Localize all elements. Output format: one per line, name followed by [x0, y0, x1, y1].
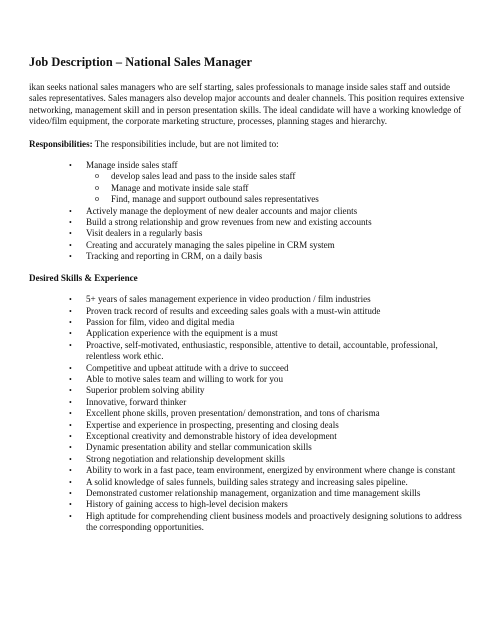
document-title: Job Description – National Sales Manager	[29, 55, 252, 69]
skill-item: • Able to motive sales team and willing to work for you	[29, 374, 469, 385]
responsibility-item: • Build a strong relationship and grow revenues from new and existing accounts	[29, 217, 469, 228]
skill-item: • Innovative, forward thinker	[29, 397, 469, 408]
skill-item: • Application experience with the equipment is a must	[29, 328, 469, 339]
responsibility-item: • Tracking and reporting in CRM, on a daily basis	[29, 251, 469, 262]
responsibilities-intro	[29, 139, 469, 150]
skill-item: • Demonstrated customer relationship management, organization and time management skills	[29, 488, 469, 499]
skill-item: • Proactive, self-motivated, enthusiastic, responsible, attentive to detail, accountable, professional, relentless work ethic.	[29, 340, 469, 363]
skill-item: • Strong negotiation and relationship development skills	[29, 454, 469, 465]
skill-item: • Excellent phone skills, proven presentation/ demonstration, and tons of charisma	[29, 408, 469, 419]
responsibility-sublist	[86, 171, 469, 205]
responsibility-item: • Creating and accurately managing the sales pipeline in CRM system	[29, 240, 469, 251]
skill-item: • Proven track record of results and exceeding sales goals with a must-win attitude	[29, 306, 469, 317]
skill-item: • Superior problem solving ability	[29, 385, 469, 396]
responsibility-subitem: o Find, manage and support outbound sales representatives	[111, 194, 469, 205]
skill-item: • Expertise and experience in prospecting, presenting and closing deals	[29, 420, 469, 431]
skill-item: • Competitive and upbeat attitude with a drive to succeed	[29, 363, 469, 374]
responsibilities-label: Responsibilities:	[29, 138, 93, 149]
skill-item: • Exceptional creativity and demonstrable history of idea development	[29, 431, 469, 442]
skills-list	[29, 294, 469, 534]
responsibilities-list	[29, 160, 469, 263]
responsibility-item: • Visit dealers in a regularly basis	[29, 228, 469, 239]
skill-item: • Dynamic presentation ability and stellar communication skills	[29, 442, 469, 453]
skill-item: • 5+ years of sales management experience in video production / film industries	[29, 294, 469, 305]
intro-paragraph: ikan seeks national sales managers who are self starting, sales professionals to manage inside sales staff and outside sales representatives. Sales managers also develop major accounts and dealer channels. This position requires extensive networking, management skill and in person presentation skills. The ideal candidate will have a working knowledge of video/film equipment, the corporate marketing structure, processes, planning stages and hierarchy.	[29, 82, 465, 127]
responsibility-item	[29, 160, 469, 206]
responsibilities-intro-text: The responsibilities include, but are not limited to:	[92, 138, 279, 149]
responsibility-item: • Actively manage the deployment of new dealer accounts and major clients	[29, 206, 469, 217]
skills-heading: Desired Skills & Experience	[29, 272, 138, 283]
skill-item: • Ability to work in a fast pace, team environment, energized by environment where change is constant	[29, 465, 469, 476]
responsibility-text: Manage inside sales staff	[86, 160, 178, 171]
skill-item: • History of gaining access to high-level decision makers	[29, 499, 469, 510]
document-content	[29, 55, 469, 534]
skill-item: • A solid knowledge of sales funnels, building sales strategy and increasing sales pipeline.	[29, 477, 469, 488]
skill-item: • Passion for film, video and digital media	[29, 317, 469, 328]
responsibility-subitem: o Manage and motivate inside sale staff	[111, 183, 469, 194]
skill-item: • High aptitude for comprehending client business models and proactively designing solutions to address the corresponding opportunities.	[29, 511, 469, 534]
responsibility-subitem: o develop sales lead and pass to the inside sales staff	[111, 171, 469, 182]
